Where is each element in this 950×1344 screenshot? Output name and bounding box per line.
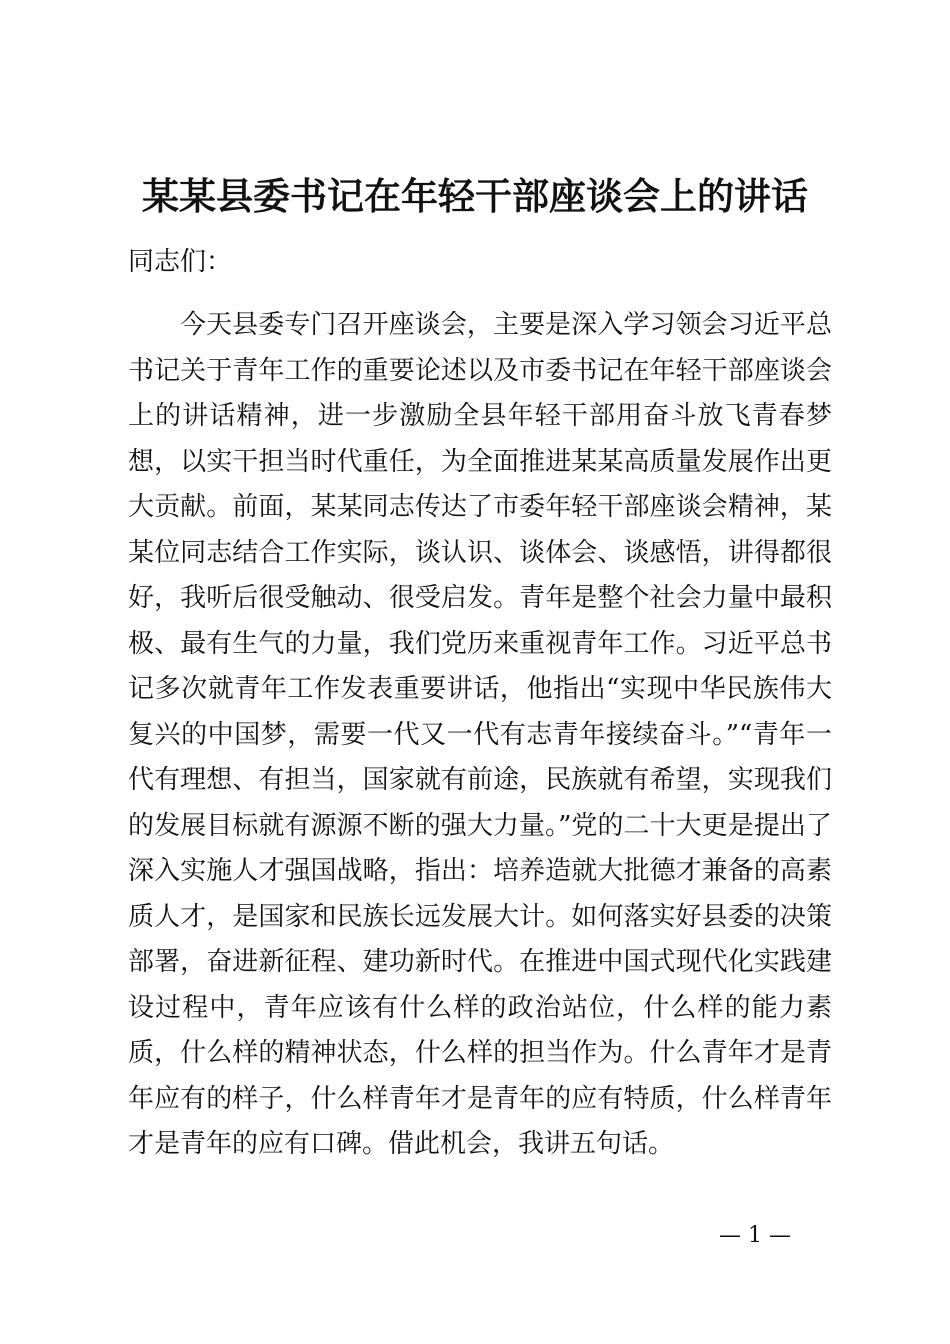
salutation: 同志们： [128, 247, 233, 277]
body-paragraph: 今天县委专门召开座谈会，主要是深入学习领会习近平总书记关于青年工作的重要论述以及市委书记在年轻干部座谈会上的讲话精神，进一步激励全县年轻干部用奋斗放飞青春梦想，以实干担当时代重任，为全面推进某某高质量发展作出更大贡献。前面，某某同志传达了市委年轻干部座谈会精神，某某位同志结合工作实际，谈认识、谈体会、谈感悟，讲得都很好，我听后很受触动、很受启发。青年是整个社会力量中最积极、最有生气的力量，我们党历来重视青年工作。习近平总书记多次就青年工作发表重要讲话，他指出“实现中华民族伟大复兴的中国梦，需要一代又一代有志青年接续奋斗。”“青年一代有理想、有担当，国家就有前途，民族就有希望，实现我们的发展目标就有源源不断的强大力量。”党的二十大更是提出了深入实施人才强国战略，指出：培养造就大批德才兼备的高素质人才，是国家和民族长远发展大计。如何落实好县委的决策部署，奋进新征程、建功新时代。在推进中国式现代化实践建设过程中，青年应该有什么样的政治站位，什么样的能力素质，什么样的精神状态，什么样的担当作为。什么青年才是青年应有的样子，什么样青年才是青年的应有特质，什么样青年才是青年的应有口碑。借此机会，我讲五句话。 [128, 310, 832, 1159]
page-number: — 1 — [719, 1223, 791, 1248]
document-title: 某某县委书记在年轻干部座谈会上的讲话 [142, 174, 808, 218]
